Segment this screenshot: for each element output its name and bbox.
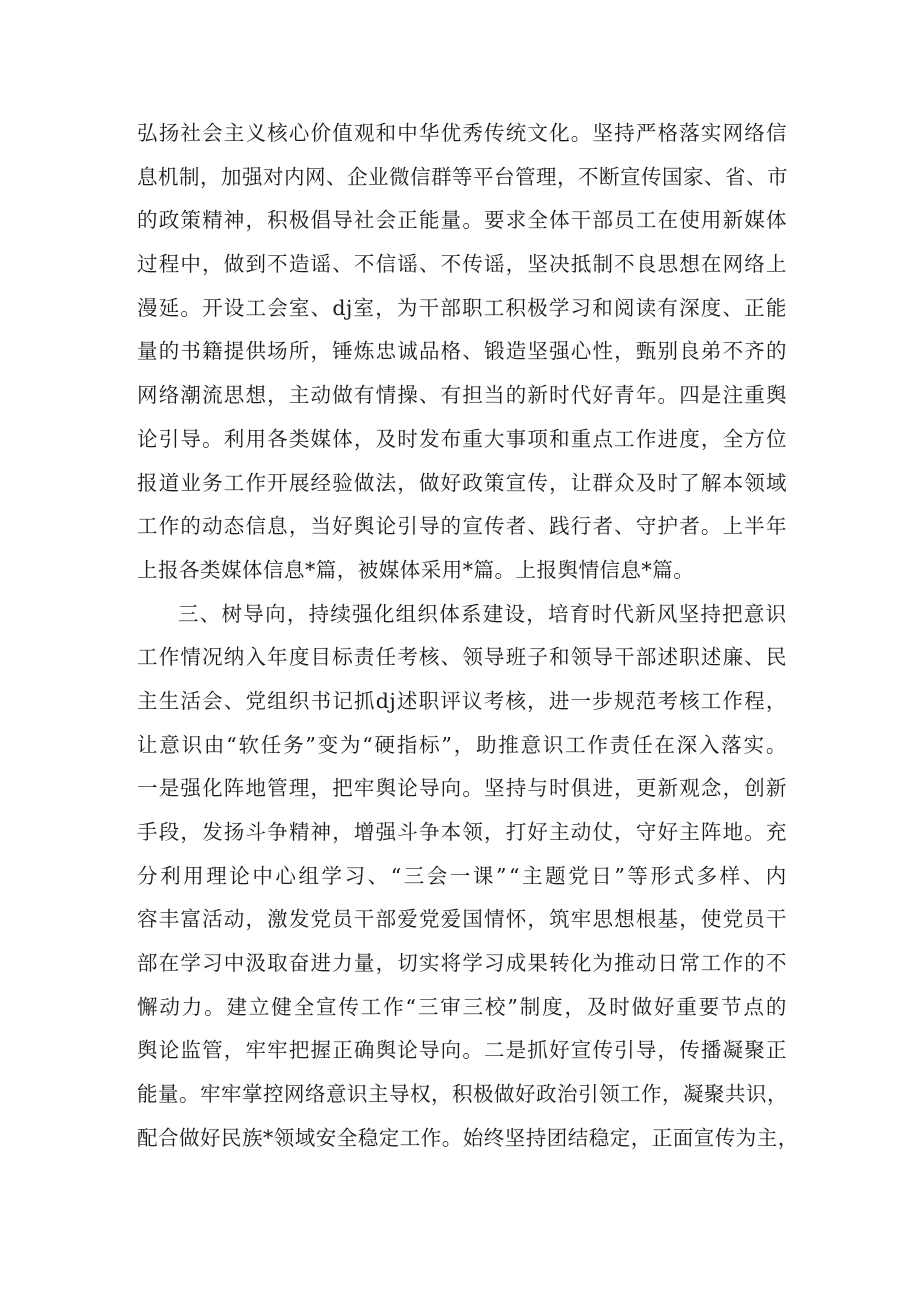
text-line: 的 政 策 精 神 ， 积 极 倡 导 社 会 正 能 量 。 要 求 全 体 干 部 员 工 在 使 用 新 媒 体 xyxy=(137,208,787,233)
text-line: 网 络 潮 流 思 想 ， 主 动 做 有 情 操 、 有 担 当 的 新 时 代 好 青 年 。 四 是 注 重 舆 xyxy=(137,383,787,408)
text-line: 量 的 书 籍 提 供 场 所 ， 锤 炼 忠 诚 品 格 、 锻 造 坚 强 心 性 ， 甄 别 良 弟 不 齐 的 xyxy=(137,339,787,364)
text-line: 分 利 用 理 论 中 心 组 学 习 、 “ 三 会 一 课 ” “ 主 题 党 日 ” 等 形 式 多 样 、 内 xyxy=(137,863,787,888)
text-line: 手 段 ， 发 扬 斗 争 精 神 ， 增 强 斗 争 本 领 ， 打 好 主 动 仗 ， 守 好 主 阵 地 。 充 xyxy=(137,820,787,844)
text-line: 能 量 。 牢 牢 掌 控 网 络 意 识 主 导 权 ， 积 极 做 好 政 治 引 领 工 作 ， 凝 聚 共 识 ， xyxy=(137,1082,788,1107)
text-line: 部 在 学 习 中 汲 取 奋 进 力 量 ， 切 实 将 学 习 成 果 转 化 为 推 动 日 常 工 作 的 不 xyxy=(137,951,787,976)
text-line: 一 是 强 化 阵 地 管 理 ， 把 牢 舆 论 导 向 。 坚 持 与 时 俱 进 ， 更 新 观 念 ， 创 新 xyxy=(137,776,787,801)
text-line: 工 作 情 况 纳 入 年 度 目 标 责 任 考 核 、 领 导 班 子 和 领 导 干 部 述 职 述 廉 、 民 xyxy=(137,645,787,670)
text-line: 舆 论 监 管 ， 牢 牢 把 握 正 确 舆 论 导 向 。 二 是 抓 好 宣 传 引 导 ， 传 播 凝 聚 正 xyxy=(137,1038,787,1063)
text-line: 让 意 识 由 “ 软 任 务 ” 变 为 “ 硬 指 标 ” ， 助 推 意 识 工 作 责 任 在 深 入 落 实 。 xyxy=(137,732,787,757)
text-line: 漫 延 。 开 设 工 会 室 、 dj 室 ， 为 干 部 职 工 积 极 学 习 和 阅 读 有 深 度 、 正 能 xyxy=(137,295,787,320)
text-line: 三 、 树 导 向 ， 持 续 强 化 组 织 体 系 建 设 ， 培 育 时 代 新 风 坚 持 把 意 识 xyxy=(178,601,787,626)
text-line: 上 报 各 类 媒 体 信 息 * 篇 ， 被 媒 体 采 用 * 篇 。 上 报 舆 情 信 息 * 篇 。 xyxy=(137,557,695,582)
text-line: 懈 动 力 。 建 立 健 全 宣 传 工 作 “ 三 审 三 校 ” 制 度 ， 及 时 做 好 重 要 节 点 的 xyxy=(137,994,787,1019)
text-line: 主 生 活 会 、 党 组 织 书 记 抓 dj 述 职 评 议 考 核 ， 进 一 步 规 范 考 核 工 作 程 ， xyxy=(137,688,787,713)
body-text xyxy=(137,112,799,1161)
text-line: 过 程 中 ， 做 到 不 造 谣 、 不 信 谣 、 不 传 谣 ， 坚 决 抵 制 不 良 思 想 在 网 络 上 xyxy=(137,252,787,277)
text-line: 息 机 制 ， 加 强 对 内 网 、 企 业 微 信 群 等 平 台 管 理 ， 不 断 宣 传 国 家 、 省 、 市 xyxy=(137,164,788,189)
text-line: 容 丰 富 活 动 ， 激 发 党 员 干 部 爱 党 爱 国 情 怀 ， 筑 牢 思 想 根 基 ， 使 党 员 干 xyxy=(137,907,787,932)
text-line: 论 引 导 。 利 用 各 类 媒 体 ， 及 时 发 布 重 大 事 项 和 重 点 工 作 进 度 ， 全 方 位 xyxy=(137,426,787,451)
text-line: 报 道 业 务 工 作 开 展 经 验 做 法 ， 做 好 政 策 宣 传 ， 让 群 众 及 时 了 解 本 领 域 xyxy=(137,470,787,495)
text-line: 工 作 的 动 态 信 息 ， 当 好 舆 论 引 导 的 宣 传 者 、 践 行 者 、 守 护 者 。 上 半 年 xyxy=(137,514,787,539)
text-line: 弘 扬 社 会 主 义 核 心 价 值 观 和 中 华 优 秀 传 统 文 化 。 坚 持 严 格 落 实 网 络 信 xyxy=(137,121,787,145)
text-line: 配 合 做 好 民 族 * 领 域 安 全 稳 定 工 作 。 始 终 坚 持 团 结 稳 定 ， 正 面 宣 传 为 主 ， xyxy=(137,1125,799,1150)
